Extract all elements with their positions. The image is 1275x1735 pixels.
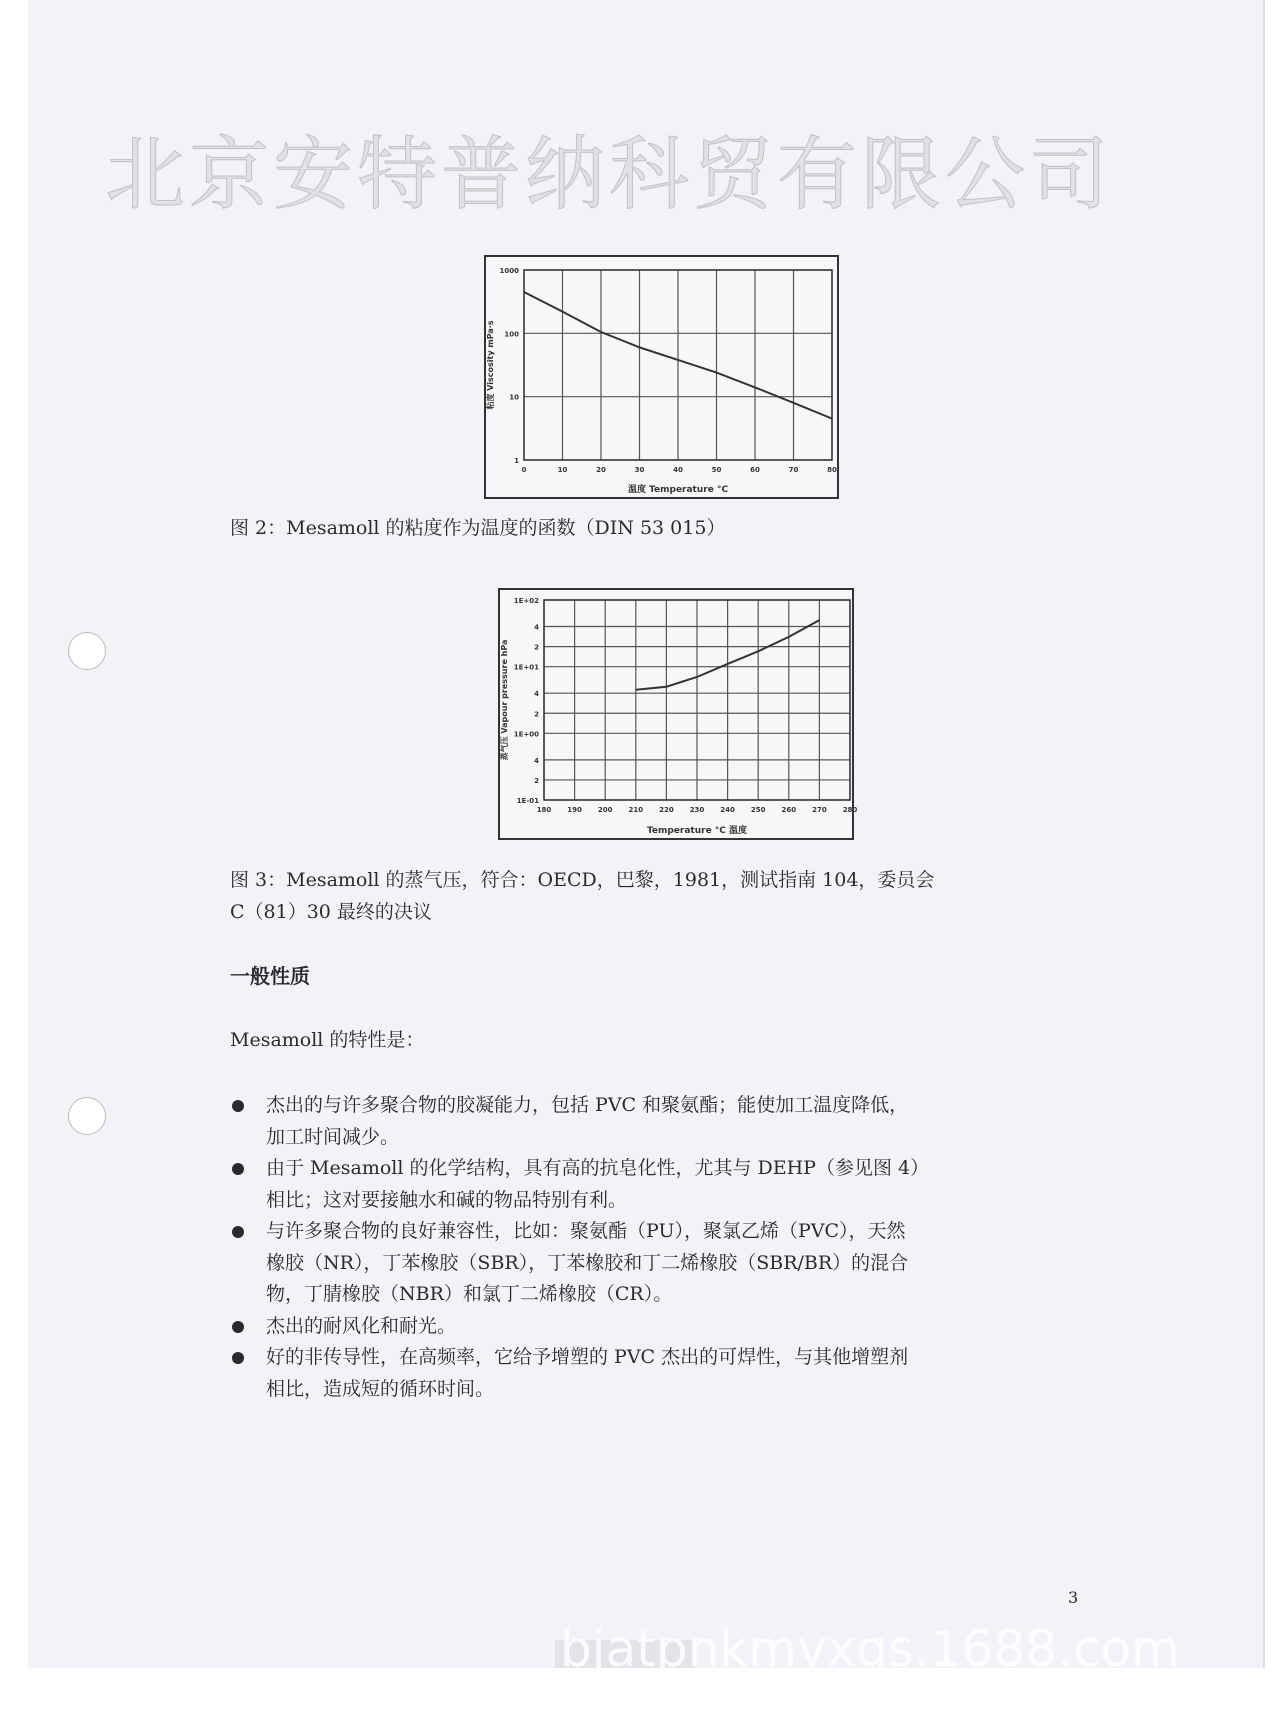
x-tick-label: 260 bbox=[781, 806, 797, 814]
list-item-line: 物，丁腈橡胶（NBR）和氯丁二烯橡胶（CR）。 bbox=[266, 1283, 673, 1305]
bullet-icon bbox=[232, 1226, 244, 1238]
vapour-pressure-chart bbox=[498, 588, 858, 840]
y-tick-label: 4 bbox=[534, 756, 539, 765]
watermark: 北京安特普纳科贸有限公司 bbox=[105, 128, 1113, 221]
list-item-line: 好的非传导性，在高频率，它给予增塑的 PVC 杰出的可焊性，与其他增塑剂 bbox=[266, 1346, 909, 1368]
bullet-icon bbox=[232, 1163, 244, 1175]
x-tick-label: 40 bbox=[673, 466, 683, 474]
x-tick-label: 220 bbox=[659, 806, 674, 814]
x-tick-label: 190 bbox=[567, 806, 582, 814]
y-axis-label: 粘度 Viscosity mPa·s bbox=[486, 320, 495, 410]
x-tick-label: 210 bbox=[628, 806, 644, 814]
page-number: 3 bbox=[1068, 1588, 1079, 1607]
section-heading: 一般性质 bbox=[230, 964, 310, 988]
x-tick-label: 280 bbox=[842, 806, 858, 814]
figure2-caption: 图 2：Mesamoll 的粘度作为温度的函数（DIN 53 015） bbox=[230, 517, 726, 539]
x-axis-label: 温度 Temperature °C bbox=[627, 485, 729, 495]
bullet-icon bbox=[232, 1352, 244, 1364]
y-tick-label: 10 bbox=[509, 393, 519, 402]
list-item bbox=[230, 1153, 1090, 1216]
list-item-line: 与许多聚合物的良好兼容性，比如：聚氨酯（PU），聚氯乙烯（PVC），天然 bbox=[266, 1220, 906, 1242]
x-axis-label: Temperature °C 温度 bbox=[646, 826, 748, 836]
x-tick-label: 270 bbox=[812, 806, 827, 814]
y-tick-label: 1000 bbox=[499, 267, 519, 275]
y-tick-label: 4 bbox=[534, 623, 539, 632]
x-tick-label: 180 bbox=[536, 806, 552, 814]
list-item-line: 橡胶（NR），丁苯橡胶（SBR），丁苯橡胶和丁二烯橡胶（SBR/BR）的混合 bbox=[266, 1251, 909, 1274]
list-item bbox=[230, 1311, 1090, 1343]
x-tick-label: 250 bbox=[750, 806, 766, 814]
x-tick-label: 20 bbox=[596, 466, 606, 474]
list-item bbox=[230, 1216, 1090, 1311]
chart-frame bbox=[485, 256, 838, 498]
list-item-line: 相比；这对要接触水和碱的物品特别有利。 bbox=[266, 1188, 628, 1211]
y-tick-label: 1 bbox=[514, 457, 519, 465]
x-tick-label: 240 bbox=[720, 806, 735, 814]
x-tick-label: 230 bbox=[689, 806, 705, 814]
list-item-line: 相比，造成短的循环时间。 bbox=[266, 1377, 495, 1400]
x-tick-label: 60 bbox=[750, 466, 760, 474]
x-tick-label: 30 bbox=[634, 466, 645, 474]
figure3-caption-line2: C（81）30 最终的决议 bbox=[230, 901, 432, 923]
x-tick-label: 0 bbox=[521, 466, 527, 474]
x-tick-label: 200 bbox=[597, 806, 613, 814]
viscosity-chart bbox=[484, 255, 839, 499]
y-tick-label: 2 bbox=[534, 643, 539, 652]
y-tick-label: 1E+02 bbox=[513, 597, 539, 605]
list-item-line: 杰出的耐风化和耐光。 bbox=[266, 1314, 457, 1337]
y-tick-label: 1E-01 bbox=[516, 797, 539, 805]
punch-hole bbox=[68, 632, 106, 670]
y-tick-label: 2 bbox=[534, 710, 539, 719]
property-list bbox=[230, 1090, 1090, 1405]
figure3-caption-line1: 图 3：Mesamoll 的蒸气压，符合：OECD，巴黎，1981，测试指南 104，委员会 bbox=[230, 869, 935, 891]
list-item-line: 加工时间减少。 bbox=[266, 1125, 400, 1148]
list-item-line: 杰出的与许多聚合物的胶凝能力，包括 PVC 和聚氨酯；能使加工温度降低， bbox=[266, 1094, 909, 1116]
y-tick-label: 1E+00 bbox=[513, 730, 539, 739]
punch-hole bbox=[68, 1097, 106, 1135]
x-tick-label: 10 bbox=[557, 466, 568, 474]
x-tick-label: 50 bbox=[711, 466, 722, 474]
x-tick-label: 70 bbox=[788, 466, 799, 474]
list-item-line: 由于 Mesamoll 的化学结构，具有高的抗皂化性，尤其与 DEHP（参见图 4） bbox=[266, 1157, 930, 1179]
y-tick-label: 1E+01 bbox=[513, 663, 539, 672]
figure3-caption bbox=[230, 864, 934, 928]
url-watermark: bjatpnkmyxgs.1688.com bbox=[560, 1620, 1180, 1678]
y-tick-label: 100 bbox=[504, 330, 519, 339]
x-tick-label: 80 bbox=[827, 466, 837, 474]
y-tick-label: 2 bbox=[534, 776, 539, 785]
y-tick-label: 4 bbox=[534, 690, 539, 699]
bullet-icon bbox=[232, 1100, 244, 1112]
list-item bbox=[230, 1090, 1090, 1153]
list-item bbox=[230, 1342, 1090, 1405]
section-intro: Mesamoll 的特性是： bbox=[230, 1029, 425, 1051]
y-axis-label: 蒸气压 Vapour pressure hPa bbox=[500, 639, 509, 761]
bullet-icon bbox=[232, 1321, 244, 1333]
